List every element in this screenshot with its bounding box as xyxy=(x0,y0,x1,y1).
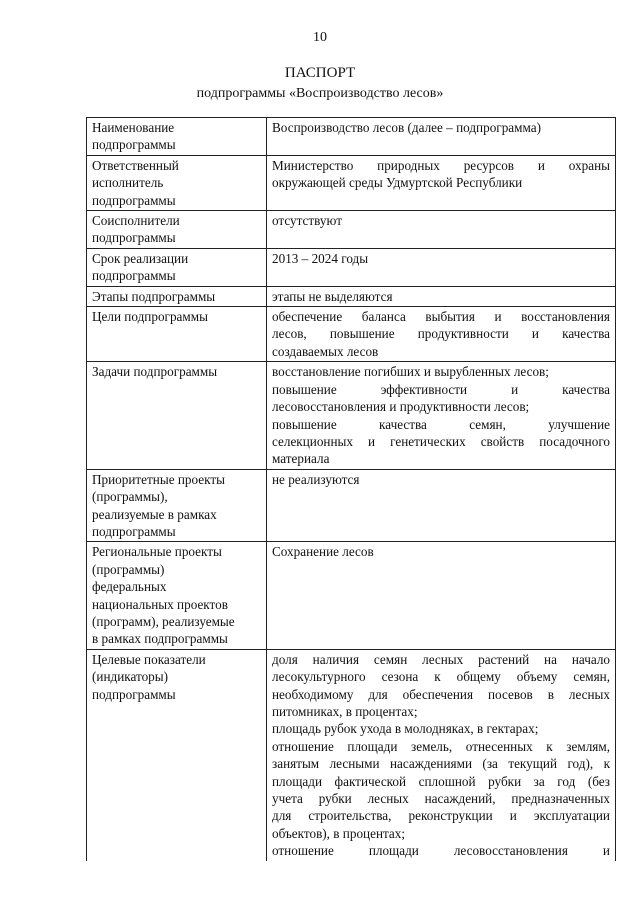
row-value-line: 2013 – 2024 годы xyxy=(272,250,369,266)
row-value-line: отношение площади лесовосстановления и xyxy=(272,843,610,859)
row-value-line: площадь рубок ухода в молодняках, в гектарах; xyxy=(272,721,539,737)
row-label-line: Соисполнители xyxy=(92,213,180,229)
table-row xyxy=(87,307,616,362)
row-label-cell xyxy=(87,469,267,542)
row-value-line: материала xyxy=(272,451,330,467)
row-label-line: Задачи подпрограммы xyxy=(92,364,218,380)
table-row xyxy=(87,118,616,156)
row-value-line: окружающей среды Удмуртской Республики xyxy=(272,175,523,191)
row-value-line: не реализуются xyxy=(272,471,360,487)
row-value-cell xyxy=(267,155,616,210)
row-label-cell xyxy=(87,542,267,649)
row-value-cell xyxy=(267,286,616,306)
row-value-line: этапы не выделяются xyxy=(272,288,393,304)
row-label-line: подпрограммы xyxy=(92,137,176,153)
document-subtitle: подпрограммы «Воспроизводство лесов» xyxy=(196,86,444,101)
row-value-cell xyxy=(267,118,616,156)
row-value-line: отсутствуют xyxy=(272,213,342,229)
row-value-cell xyxy=(267,211,616,249)
row-value-line: питомниках, в процентах; xyxy=(272,704,418,719)
page-number: 10 xyxy=(313,30,327,45)
row-label-cell xyxy=(87,362,267,469)
table-row xyxy=(87,362,616,469)
row-value-line: повышение качества семян, улучшение xyxy=(272,416,610,432)
row-label-cell xyxy=(87,118,267,156)
row-label-cell xyxy=(87,155,267,210)
row-value-line: отношение площади земель, отнесенных к землям, xyxy=(272,738,610,754)
row-value-line: обеспечение баланса выбытия и восстановления xyxy=(272,309,610,325)
row-label-line: национальных проектов xyxy=(92,596,228,612)
row-value-cell xyxy=(267,649,616,860)
row-value-line: селекционных и генетических свойств посадочного xyxy=(272,433,610,449)
row-label-line: (программ), реализуемые xyxy=(92,613,235,629)
row-label-line: подпрограммы xyxy=(92,230,176,246)
row-value-cell xyxy=(267,307,616,362)
row-label-line: подпрограммы xyxy=(92,686,176,702)
row-label-line: (программы) xyxy=(92,561,165,577)
row-label-line: исполнитель xyxy=(92,175,164,191)
row-value-cell xyxy=(267,362,616,469)
row-label-line: Наименование xyxy=(92,120,175,135)
table-row xyxy=(87,211,616,249)
row-value-line: учета рубки лесных насаждений, предназначенных xyxy=(272,791,610,807)
row-value-line: необходимому для обеспечения посевов в лесных xyxy=(272,686,610,702)
row-label-cell xyxy=(87,649,267,860)
row-label-line: (индикаторы) xyxy=(92,669,169,685)
row-label-line: Срок реализации xyxy=(92,250,189,266)
row-label-line: Региональные проекты xyxy=(92,544,222,560)
row-label-line: Цели подпрограммы xyxy=(92,309,208,325)
row-label-cell xyxy=(87,211,267,249)
document-title: ПАСПОРТ xyxy=(284,65,356,81)
row-label-line: подпрограммы xyxy=(92,523,176,539)
table-row xyxy=(87,155,616,210)
row-label-line: (программы), xyxy=(92,489,168,505)
row-value-line: занятым лесными насаждениями (за текущий год), к xyxy=(272,756,610,772)
row-value-line: доля наличия семян лесных растений на начало xyxy=(272,651,610,667)
row-label-line: Ответственный xyxy=(92,157,179,173)
row-value-line: Министерство природных ресурсов и охраны xyxy=(272,157,610,173)
table-row xyxy=(87,286,616,306)
row-value-line: восстановление погибших и вырубленных лесов; xyxy=(272,364,549,380)
row-label-cell xyxy=(87,307,267,362)
row-label-line: Этапы подпрограммы xyxy=(92,288,216,304)
row-value-cell xyxy=(267,469,616,542)
row-label-line: федеральных xyxy=(92,579,167,595)
row-value-line: Воспроизводство лесов (далее – подпрограмма) xyxy=(272,120,541,135)
table-row xyxy=(87,248,616,286)
table-row xyxy=(87,542,616,649)
row-value-line: объектов), в процентах; xyxy=(272,825,406,841)
row-label-line: подпрограммы xyxy=(92,268,176,284)
row-value-line: повышение эффективности и качества xyxy=(272,381,610,397)
row-label-line: Целевые показатели xyxy=(92,651,206,667)
row-value-line: площади фактической сплошной рубки за год (без xyxy=(272,773,610,789)
row-label-line: в рамках подпрограммы xyxy=(92,631,228,647)
row-label-cell xyxy=(87,286,267,306)
row-value-line: для строительства, реконструкции и эксплуатации xyxy=(272,808,610,824)
table-row xyxy=(87,469,616,542)
row-value-cell xyxy=(267,248,616,286)
table-row xyxy=(87,649,616,860)
row-value-line: лесов, повышение продуктивности и качества xyxy=(272,326,610,342)
row-value-line: Сохранение лесов xyxy=(272,544,374,560)
row-label-cell xyxy=(87,248,267,286)
row-value-cell xyxy=(267,542,616,649)
row-value-line: лесокультурного сезона к общему объему семян, xyxy=(272,669,610,685)
row-label-line: подпрограммы xyxy=(92,192,176,208)
row-value-line: создаваемых лесов xyxy=(272,343,379,359)
row-value-line: лесовосстановления и продуктивности лесов; xyxy=(272,399,530,415)
passport-table xyxy=(86,117,616,861)
row-label-line: Приоритетные проекты xyxy=(92,471,225,487)
row-label-line: реализуемые в рамках xyxy=(92,506,217,522)
